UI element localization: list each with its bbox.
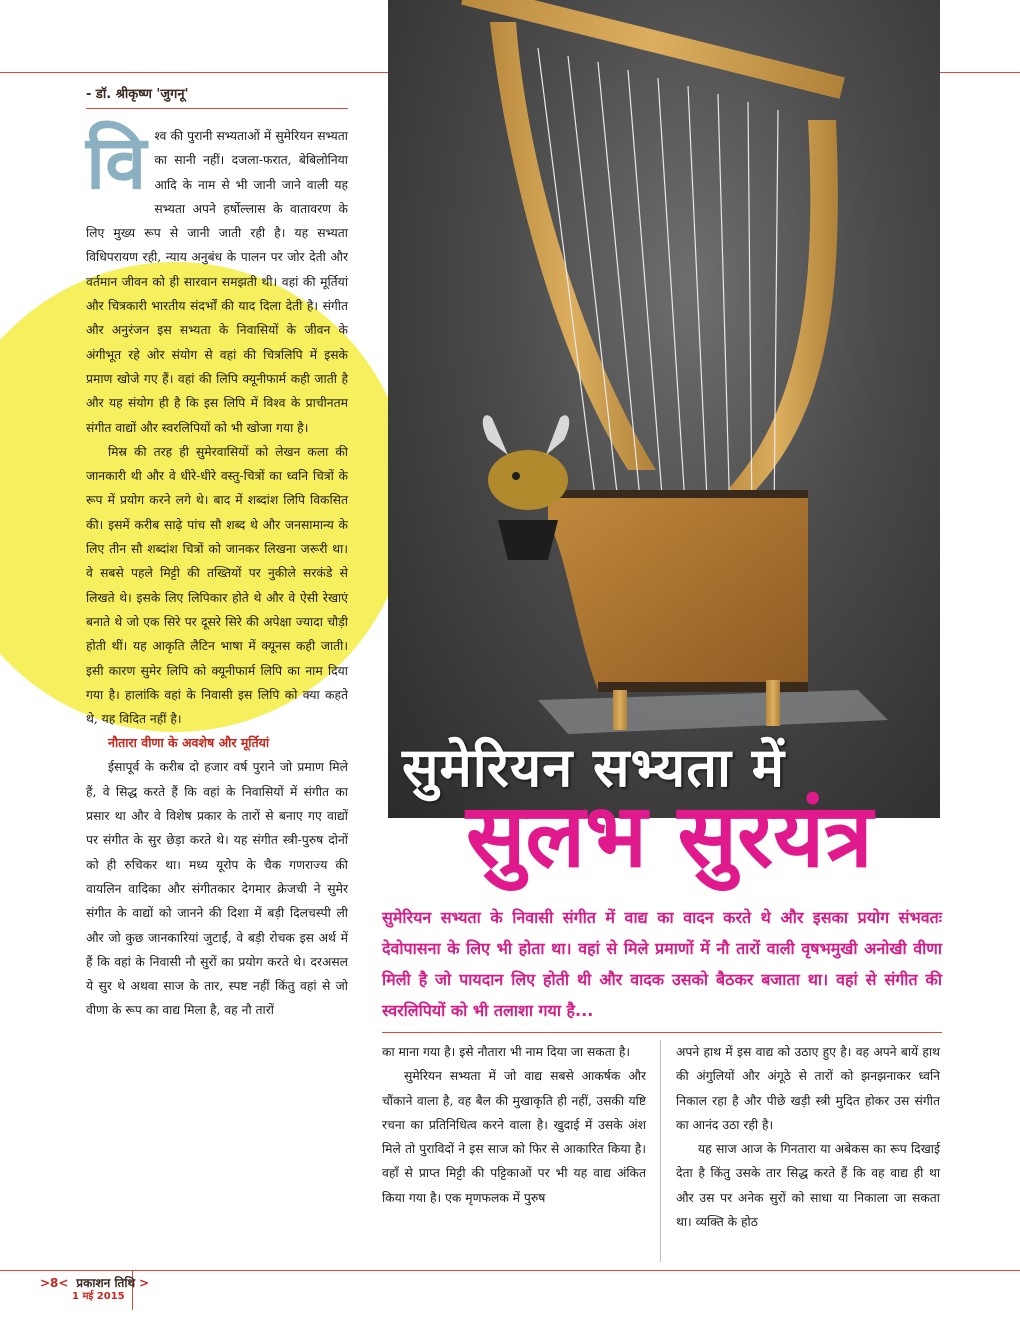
lede-paragraph: सुमेरियन सभ्यता के निवासी संगीत में वाद्य का वादन करते थे और इसका प्रयोग संभवतः देवोपासना के लिए भी होता था। वहां से मिले प्रमाणों में नौ तारों वाली वृषभमुखी अनोखी वीणा मिली है जो पायदान लिए होती थी और वादक उसको बैठकर बजाता था। वहां से संगीत की स्वरलिपियों को भी तलाशा गया है... bbox=[382, 908, 942, 1020]
headline-line-1: सुमेरियन सभ्यता में bbox=[402, 736, 786, 799]
footer-arrow: > bbox=[139, 1276, 150, 1290]
intro-paragraph bbox=[86, 120, 348, 440]
col3-paragraph-2: यह साज आज के गिनतारा या अबेकस का रूप दिखाई देता है किंतु उसके तार सिद्ध करते हैं कि वह वाद्य ही था और उस पर अनेक सुरों को साधा या निकाला जा सकता था। व्यक्ति के होठ bbox=[676, 1142, 940, 1230]
paragraph-script: मिस्र की तरह ही सुमेरवासियों को लेखन कला की जानकारी थी और वे धीरे-धीरे वस्तु-चित्रों का ध्वनि चित्रों के रूप में प्रयोग करने लगे थे। बाद में शब्दांश लिपि विकसित की। इसमें करीब साढ़े पांच सौ शब्द थे और जनसामान्य के लिए तीन सौ शब्दांश चित्रों को जानकर लिखना जरूरी था। वे सबसे पहले मिट्टी की तख्तियों पर नुकीले सरकंडे से लिखते थे। इसके लिए लिपिकार होते थे और वे ऐसी रेखाएं बनाते थे जो एक सिरे पर दूसरे सिरे की अपेक्षा ज्यादा चौड़ी होती थीं। यह आकृति लैटिन भाषा में क्यूनस कही जाती। इसी कारण सुमेर लिपि को क्यूनीफार्म लिपि का नाम दिया गया है। हालांकि वहां के निवासी इस लिपि को क्या कहते थे, यह विदित नहीं है। bbox=[86, 444, 348, 727]
publication-label: प्रकाशन तिथि bbox=[76, 1276, 136, 1290]
column-divider bbox=[660, 1040, 661, 1262]
col3-paragraph-1: अपने हाथ में इस वाद्य को उठाए हुए है। वह अपने बायें हाथ की अंगुलियों और अंगूठे से तारों को झनझनाकर ध्वनि निकाल रहा है और पीछे खड़ी स्त्री मुदित होकर उस संगीत का आनंद उठा रही है। bbox=[676, 1045, 940, 1132]
intro-text: श्व की पुरानी सभ्यताओं में सुमेरियन सभ्यता का सानी नहीं। दजला-फरात, बेबिलोनिया आदि के नाम से भी जानी जाने वाली यह सभ्यता अपने हर्षोल्लास के वातावरण के लिए मुख्य रूप से जानी जाती रही है। यह सभ्यता विधिपरायण रही, न्याय अनुबंध के पालन पर जोर देती और वर्तमान जीवन को ही सारवान समझती थी। वहां की मूर्तियां और चित्रकारी भारतीय संदर्भों की याद दिला देती है। संगीत और अनुरंजन इस सभ्यता के निवासियों के जीवन के अंगीभूत रहे ओर संयोग से वहां की चित्रलिपि में इसके प्रमाण खोजे गए हैं। वहां की लिपि क्यूनीफार्म कही जाती है और यह संयोग ही है कि इस लिपि में विश्व के प्राचीनतम संगीत वाद्यों और स्वरलिपियों को भी खोजा गया है। bbox=[86, 129, 348, 435]
column-2 bbox=[382, 1040, 646, 1210]
byline-divider bbox=[86, 108, 348, 109]
lede-divider bbox=[382, 1032, 942, 1033]
page-number: >8< bbox=[40, 1276, 69, 1290]
author-byline: - डॉ. श्रीकृष्ण 'जुगनू' bbox=[86, 87, 189, 102]
paragraph-evidence: ईसापूर्व के करीब दो हजार वर्ष पुराने जो प्रमाण मिले हैं, वे सिद्ध करते हैं कि वहां के निवासियों में संगीत का प्रसार था और वे विशेष प्रकार के तारों से बनाए गए वाद्यों पर संगीत के सुर छेड़ा करते थे। यह संगीत स्त्री-पुरुष दोनों को ही रुचिकर था। मध्य यूरोप के चैक गणराज्य की वायलिन वादिका और संगीतकार देगमार क्रेजची ने सुमेर संगीत के वाद्यों को जानने की दिशा में बड़ी दिलचस्पी ली और जो कुछ जानकारियां जुटाईं, वे बड़ी रोचक इस अर्थ में हैं कि वहां के निवासी नौ सुरों का प्रयोग करते थे। दरअसल ये सुर थे अथवा साज के तार, स्पष्ट नहीं किंतु वहां से जो वीणा के रूप का वाद्य मिला है, वह नौ तारों bbox=[86, 760, 348, 1018]
col2-paragraph-1: का माना गया है। इसे नौतारा भी नाम दिया जा सकता है। bbox=[382, 1045, 631, 1059]
col2-paragraph-2: सुमेरियन सभ्यता में जो वाद्य सबसे आकर्षक और चौंकाने वाला है, वह बैल की मुखाकृति ही नहीं, उसकी यष्टि रचना का प्रतिनिधित्व करने वाला है। खुदाई में उसके अंश मिले तो पुराविदों ने इस साज को फिर से आकारित किया है। वहाँ से प्राप्त मिट्टी की पट्टिकाओं पर भी यह वाद्य अंकित किया गया है। एक मृणफलक में पुरुष bbox=[382, 1069, 646, 1205]
top-rule-right bbox=[940, 72, 1020, 73]
footer-rule bbox=[0, 1270, 1020, 1271]
headline-block bbox=[388, 728, 940, 900]
page-footer bbox=[40, 1274, 150, 1302]
section-subheading: नौतारा वीणा के अवशेष और मूर्तियां bbox=[108, 735, 270, 751]
column-3 bbox=[676, 1040, 940, 1234]
lyre-photo bbox=[388, 0, 940, 818]
lyre-illustration bbox=[388, 0, 940, 818]
publication-date: 1 मई 2015 bbox=[72, 1291, 125, 1302]
column-1 bbox=[86, 120, 348, 1023]
headline-line-2: सुलभ सुरयंत्र bbox=[466, 784, 873, 887]
top-rule-left bbox=[0, 72, 388, 73]
drop-cap: वि bbox=[86, 120, 147, 206]
